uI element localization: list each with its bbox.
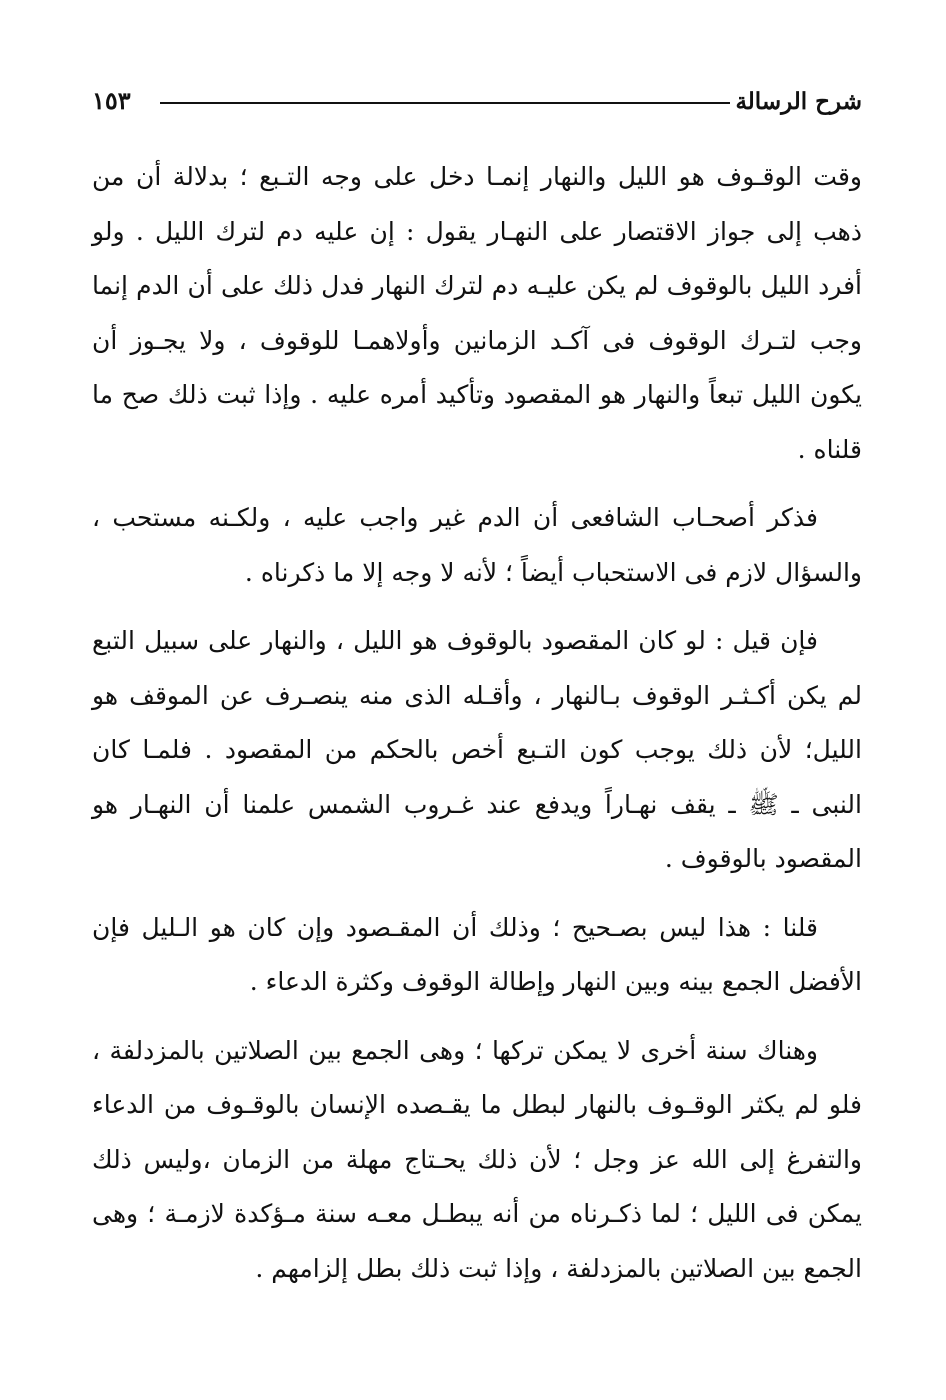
page-header (92, 78, 862, 128)
paragraph: قلنا : هذا ليس بصـحيح ؛ وذلك أن المقـصود وإن كان هو الـليل فإن الأفضل الجمع بينه وبين النهار وإطالة الوقوف وكثرة الدعاء . (92, 912, 862, 996)
paragraph: فذكر أصحـاب الشافعى أن الدم غير واجب عليه ، ولكـنه مستحب ، والسؤال لازم فى الاستحباب أيضاً ؛ لأنه لا وجه إلا ما ذكرناه . (92, 503, 862, 587)
page-number: ١٥٣ (92, 86, 131, 115)
running-title: شرح الرسالة (735, 88, 862, 115)
body-text (92, 150, 862, 1296)
paragraph: وقت الوقـوف هو الليل والنهار إنمـا دخل على وجه التـبع ؛ بدلالة أن من ذهب إلى جواز الاقتصار على النهـار يقول : إن عليه دم لترك الليل . ولو أفرد الليل بالوقوف لم يكن عليـه دم لترك النهار فدل ذلك على أن الدم إنما وجب لتـرك الوقوف فى آكـد الزمانين وأولاهمـا للوقوف ، ولا يجـوز أن يكون الليل تبعاً والنهار هو المقصود وتأكيد أمره عليه . وإذا ثبت ذلك صح ما قلناه . (92, 162, 862, 464)
header-rule (160, 102, 730, 104)
paragraph: وهناك سنة أخرى لا يمكن تركها ؛ وهى الجمع بين الصلاتين بالمزدلفة ، فلو لم يكثر الوقـوف بالنهار لبطل ما يقـصده الإنسان بالوقـوف من الدعاء والتفرغ إلى الله عز وجل ؛ لأن ذلك يحـتاج مهلة من الزمان ،وليس ذلك يمكن فى الليل ؛ لما ذكـرناه من أنه يبطـل معـه سنة مـؤكدة لازمـة ؛ وهى الجمع بين الصلاتين بالمزدلفة ، وإذا ثبت ذلك بطل إلزامهم . (92, 1035, 862, 1283)
paragraph: فإن قيل : لو كان المقصود بالوقوف هو الليل ، والنهار على سبيل التبع لم يكن أكـثـر الوقوف بـالنهار ، وأقـله الذى منه ينصـرف عن الموقف هو الليل؛ لأن ذلك يوجب كون التـبع أخص بالحكم من المقصود . فلمـا كان النبى ـ ﷺ ـ يقف نهـاراً ويدفع عند غـروب الشمس علمنا أن النهـار هو المقصود بالوقوف . (92, 626, 862, 873)
